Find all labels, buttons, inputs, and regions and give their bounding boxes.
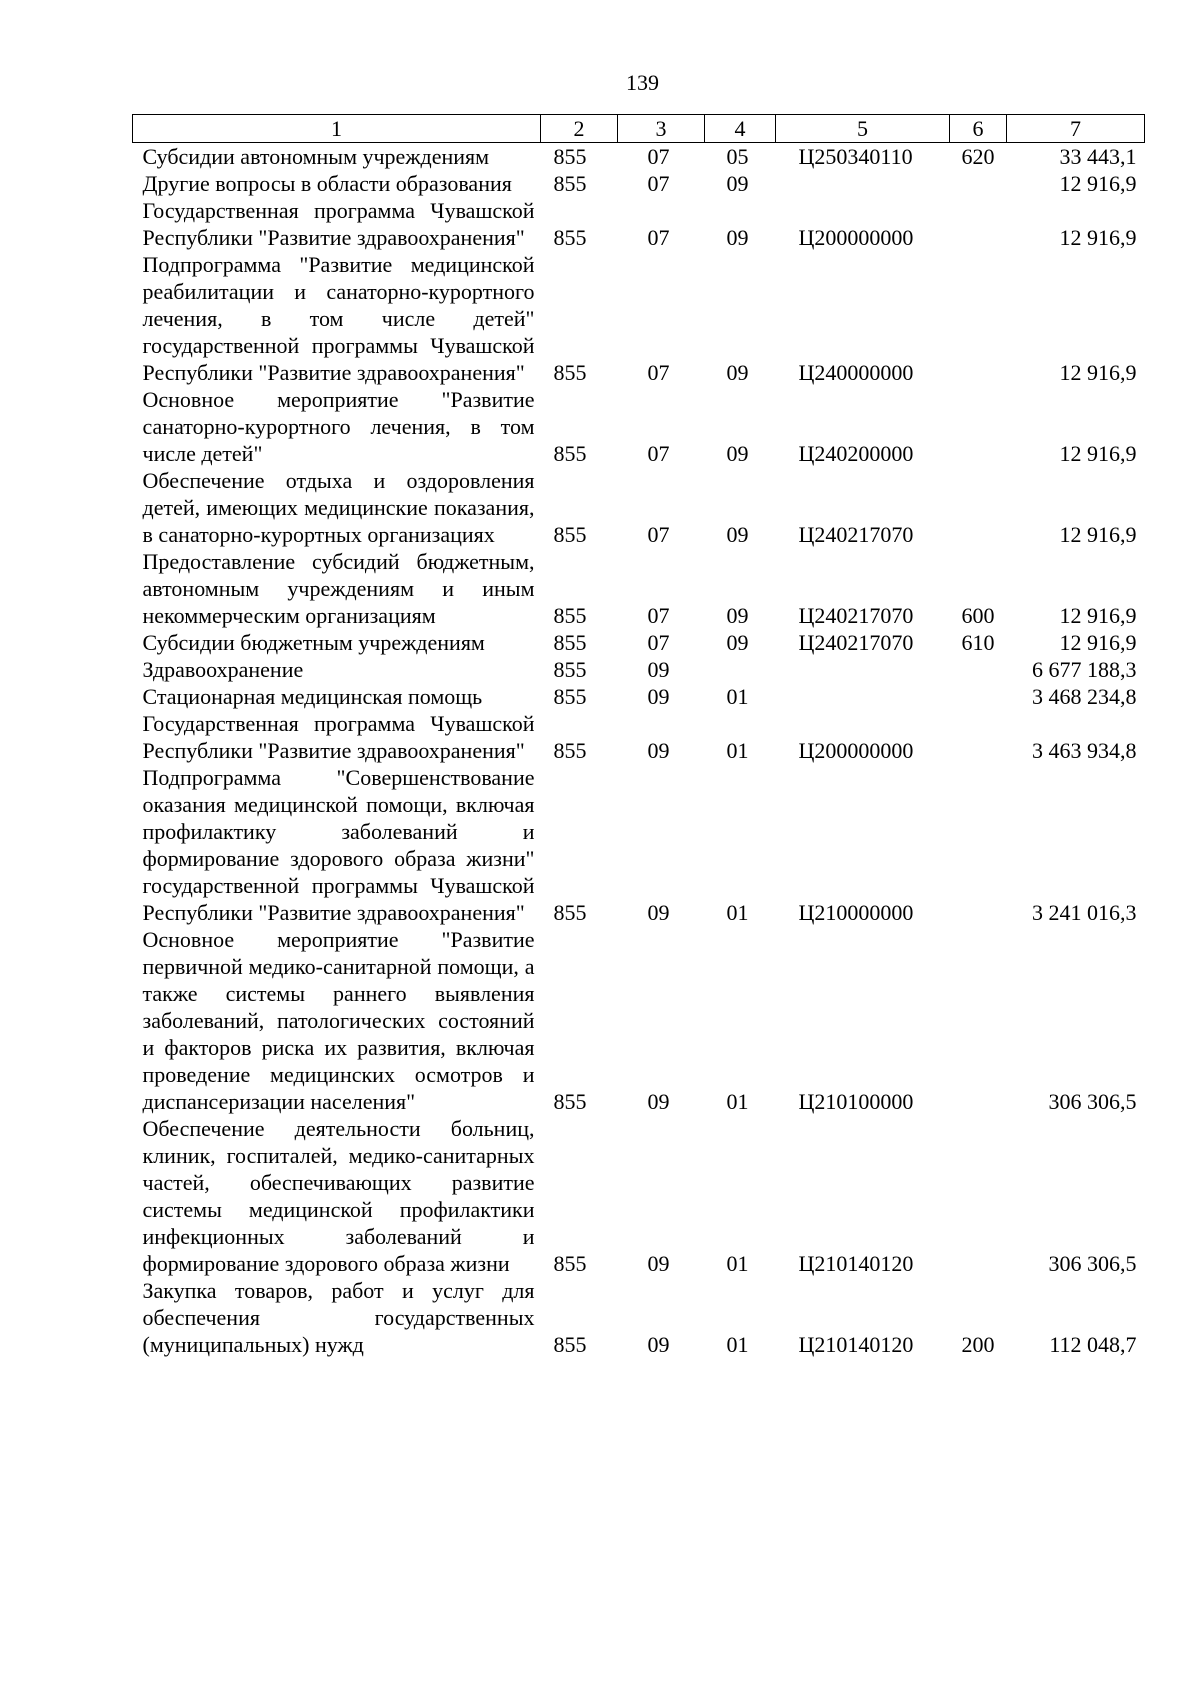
row-col-7: 12 916,9 [1059,441,1137,466]
row-col-3: 07 [647,171,670,196]
row-name: Основное мероприятие "Развитие первичной медико-санитарной помощи, а также системы раннего выявления заболеваний, патологических состояний и факторов риска их развития, включая проведение медицинских осмотров и диспансеризации населения" [142,927,535,1114]
header-col-4: 4 [705,115,776,143]
row-col-4: 01 [726,1332,749,1357]
row-col-7: 306 306,5 [1048,1089,1137,1114]
table-row [133,1277,1145,1358]
table-row [133,683,1145,710]
row-col-4: 05 [726,144,749,169]
row-col-6: 200 [961,1332,995,1357]
row-name: Основное мероприятие "Развитие санаторно-курортного лечения, в том числе детей" [142,387,535,466]
row-col-4: 01 [726,738,749,763]
row-col-3: 09 [647,657,670,682]
table-row [133,170,1145,197]
row-col-7: 3 463 934,8 [1032,738,1137,763]
row-name: Обеспечение деятельности больниц, клиник, госпиталей, медико-санитарных частей, обеспечивающих развитие системы медицинской профилактики инфекционных заболеваний и формирование здорового образа жизни [142,1116,535,1276]
row-name: Государственная программа Чувашской Республики "Развитие здравоохранения" [142,711,535,763]
row-col-7: 306 306,5 [1048,1251,1137,1276]
header-row [133,115,1145,143]
row-col-7: 12 916,9 [1059,225,1137,250]
row-name: Субсидии автономным учреждениям [142,144,490,169]
row-col-7: 112 048,7 [1049,1332,1137,1357]
table-row [133,1115,1145,1277]
row-col-2: 855 [553,144,587,169]
table-row [133,656,1145,683]
row-name: Стационарная медицинская помощь [142,684,483,709]
row-name: Другие вопросы в области образования [142,171,512,196]
row-col-5: Ц240200000 [798,441,914,466]
table-row [133,548,1145,629]
table-row [133,926,1145,1115]
row-col-3: 09 [647,684,670,709]
header-col-5: 5 [776,115,950,143]
row-col-3: 09 [647,1251,670,1276]
row-col-3: 07 [647,441,670,466]
row-col-7: 6 677 188,3 [1032,657,1137,682]
row-name: Обеспечение отдыха и оздоровления детей, имеющих медицинские показания, в санаторно-курортных организациях [142,468,535,547]
row-col-6 [950,710,1007,764]
row-col-3: 07 [647,225,670,250]
row-col-4: 01 [726,900,749,925]
row-col-5: Ц210140120 [798,1251,914,1276]
row-col-5 [776,656,950,683]
row-col-3: 09 [647,738,670,763]
row-col-3: 09 [647,1332,670,1357]
row-name: Закупка товаров, работ и услуг для обеспечения государственных (муниципальных) нужд [142,1278,535,1357]
row-col-7: 12 916,9 [1059,603,1137,628]
row-col-2: 855 [553,1089,587,1114]
row-col-2: 855 [553,630,587,655]
row-col-5: Ц240217070 [798,603,914,628]
row-col-3: 07 [647,603,670,628]
table-row [133,251,1145,386]
header-col-1: 1 [133,115,541,143]
row-col-7: 12 916,9 [1059,171,1137,196]
table-row [133,386,1145,467]
row-col-3: 07 [647,630,670,655]
row-col-4 [705,656,776,683]
row-col-3: 07 [647,522,670,547]
row-col-2: 855 [553,1251,587,1276]
row-col-4: 01 [726,1089,749,1114]
row-col-7: 33 443,1 [1059,144,1137,169]
row-col-4: 09 [726,225,749,250]
header-col-7: 7 [1007,115,1145,143]
row-col-7: 3 468 234,8 [1032,684,1137,709]
row-col-2: 855 [553,522,587,547]
row-col-5 [776,683,950,710]
table-body [133,143,1145,1359]
row-name: Подпрограмма "Совершенствование оказания медицинской помощи, включая профилактику заболеваний и формирование здорового образа жизни" государственной программы Чувашской Республики "Развитие здравоохранения" [142,765,535,925]
row-name: Подпрограмма "Развитие медицинской реабилитации и санаторно-курортного лечения, в том числе детей" государственной программы Чувашской Республики "Развитие здравоохранения" [142,252,535,385]
row-name: Здравоохранение [142,657,304,682]
row-col-4: 09 [726,603,749,628]
row-col-6: 600 [961,603,995,628]
row-col-6 [950,656,1007,683]
row-col-6 [950,170,1007,197]
row-col-4: 09 [726,441,749,466]
header-col-2: 2 [541,115,618,143]
row-name: Предоставление субсидий бюджетным, автономным учреждениям и иным некоммерческим организациям [142,549,535,628]
row-col-7: 12 916,9 [1059,522,1137,547]
row-col-3: 09 [647,1089,670,1114]
row-col-5: Ц210000000 [798,900,914,925]
row-col-5: Ц240217070 [798,522,914,547]
row-col-5: Ц210140120 [798,1332,914,1357]
table-row [133,467,1145,548]
row-col-5: Ц200000000 [798,225,914,250]
row-col-2: 855 [553,603,587,628]
row-col-6 [950,386,1007,467]
row-col-6 [950,1115,1007,1277]
row-col-5: Ц250340110 [798,144,913,169]
table-row [133,143,1145,171]
header-col-6: 6 [950,115,1007,143]
table-row [133,197,1145,251]
row-col-2: 855 [553,657,587,682]
page-number: 139 [626,70,659,95]
row-col-6: 620 [961,144,995,169]
row-col-5 [776,170,950,197]
row-col-2: 855 [553,900,587,925]
row-col-3: 07 [647,144,670,169]
row-col-6 [950,197,1007,251]
row-col-6: 610 [961,630,995,655]
row-col-2: 855 [553,171,587,196]
row-col-4: 09 [726,171,749,196]
header-col-3: 3 [618,115,705,143]
row-col-2: 855 [553,360,587,385]
row-col-5: Ц240217070 [798,630,914,655]
row-col-4: 09 [726,630,749,655]
row-col-5: Ц200000000 [798,738,914,763]
budget-table [132,114,1145,1358]
row-col-7: 12 916,9 [1059,630,1137,655]
row-col-3: 07 [647,360,670,385]
table-row [133,764,1145,926]
row-col-2: 855 [553,738,587,763]
row-col-5: Ц210100000 [798,1089,914,1114]
row-col-2: 855 [553,684,587,709]
row-col-3: 09 [647,900,670,925]
row-col-2: 855 [553,225,587,250]
row-col-7: 12 916,9 [1059,360,1137,385]
row-col-2: 855 [553,441,587,466]
row-col-6 [950,467,1007,548]
row-col-2: 855 [553,1332,587,1357]
row-col-6 [950,764,1007,926]
row-col-4: 09 [726,522,749,547]
row-col-4: 01 [726,1251,749,1276]
row-col-4: 01 [726,684,749,709]
row-col-6 [950,251,1007,386]
table-row [133,710,1145,764]
table-row [133,629,1145,656]
row-col-5: Ц240000000 [798,360,914,385]
row-col-6 [950,926,1007,1115]
row-name: Субсидии бюджетным учреждениям [142,630,485,655]
row-name: Государственная программа Чувашской Республики "Развитие здравоохранения" [142,198,535,250]
row-col-7: 3 241 016,3 [1032,900,1137,925]
row-col-4: 09 [726,360,749,385]
row-col-6 [950,683,1007,710]
